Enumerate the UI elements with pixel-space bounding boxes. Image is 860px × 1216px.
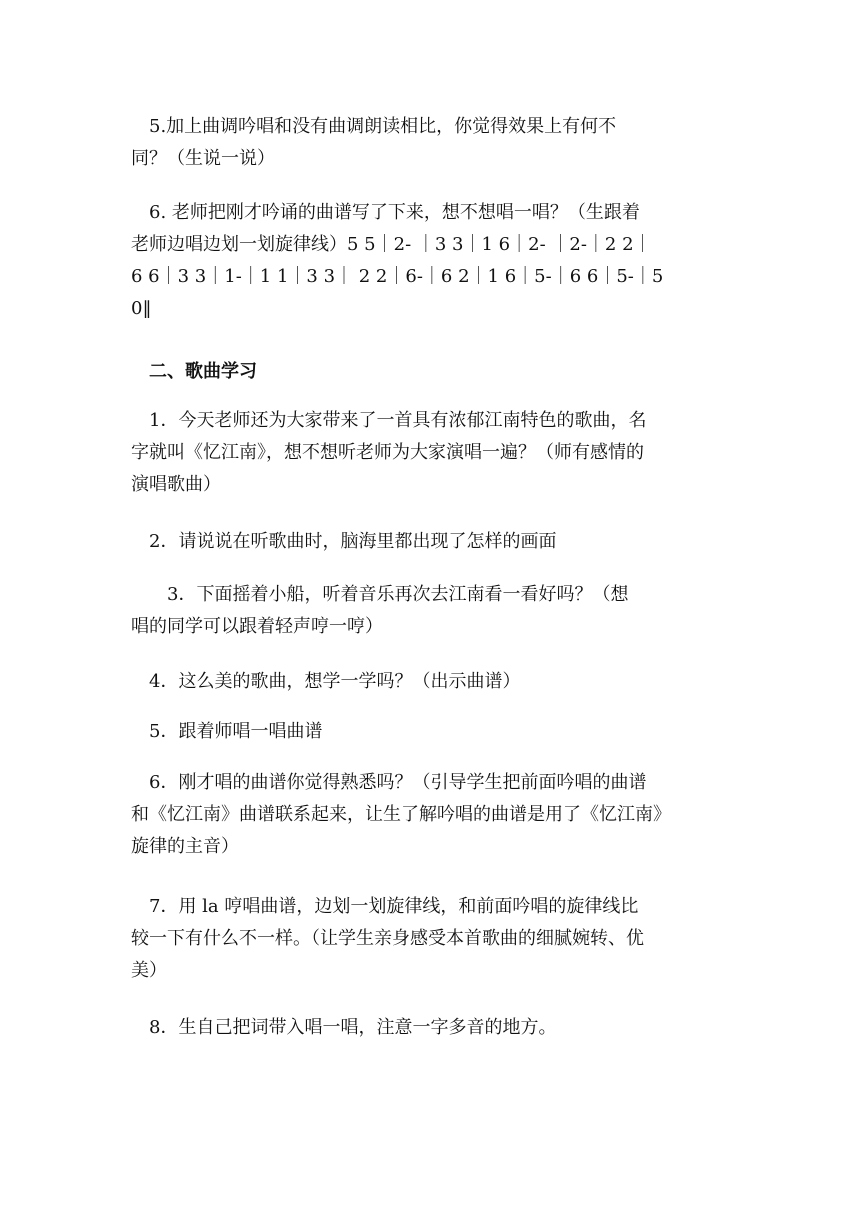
text-line: 6 6｜3 3｜1-｜1 1｜3 3｜ 2 2｜6-｜6 2｜1 6｜5-｜6 6｜5-｜5 <box>131 266 664 287</box>
text-line: 3．下面摇着小船，听着音乐再次去江南看一看好吗？（想 <box>131 584 629 605</box>
paragraph-song-step-2 <box>131 526 731 558</box>
text-line: 较一下有什么不一样。（让学生亲身感受本首歌曲的细腻婉转、优 <box>131 928 644 949</box>
paragraph-song-step-5 <box>131 716 731 748</box>
text-line: 旋律的主音） <box>131 836 239 857</box>
text-line: 8．生自己把词带入唱一唱，注意一字多音的地方。 <box>131 1017 557 1038</box>
heading-text: 二、歌曲学习 <box>131 361 257 382</box>
text-line: 和《忆江南》曲谱联系起来，让生了解吟唱的曲谱是用了《忆江南》 <box>131 804 671 825</box>
text-line: 演唱歌曲） <box>131 474 221 495</box>
text-line: 6．刚才唱的曲谱你觉得熟悉吗？（引导学生把前面吟唱的曲谱 <box>131 772 647 793</box>
text-line: 5.加上曲调吟唱和没有曲调朗读相比，你觉得效果上有何不 <box>131 116 617 137</box>
text-line: 同？（生说一说） <box>131 148 275 169</box>
paragraph-step-6 <box>131 197 731 325</box>
paragraph-song-step-6 <box>131 767 731 863</box>
paragraph-step-5 <box>131 111 731 175</box>
text-line: 7．用 la 哼唱曲谱，边划一划旋律线，和前面吟唱的旋律线比 <box>131 896 639 917</box>
paragraph-song-step-1 <box>131 405 731 501</box>
text-line: 2．请说说在听歌曲时，脑海里都出现了怎样的画面 <box>131 531 557 552</box>
paragraph-song-step-3 <box>131 579 731 643</box>
text-line: 字就叫《忆江南》，想不想听老师为大家演唱一遍？（师有感情的 <box>131 442 644 463</box>
text-line: 4．这么美的歌曲，想学一学吗？（出示曲谱） <box>131 671 521 692</box>
text-line: 1．今天老师还为大家带来了一首具有浓郁江南特色的歌曲，名 <box>131 410 647 431</box>
paragraph-song-step-4 <box>131 666 731 698</box>
text-line: 5．跟着师唱一唱曲谱 <box>131 721 323 742</box>
paragraph-song-step-7 <box>131 891 731 987</box>
text-line: 6. 老师把刚才吟诵的曲谱写了下来，想不想唱一唱？（生跟着 <box>131 202 640 223</box>
text-line: 唱的同学可以跟着轻声哼一哼） <box>131 616 383 637</box>
text-line: 老师边唱边划一划旋律线）5 5｜2- ｜3 3｜1 6｜2- ｜2-｜2 2｜ <box>131 234 652 255</box>
text-line: 0‖ <box>131 298 152 319</box>
paragraph-song-step-8 <box>131 1012 731 1044</box>
section-heading <box>131 356 731 388</box>
text-line: 美） <box>131 960 167 981</box>
